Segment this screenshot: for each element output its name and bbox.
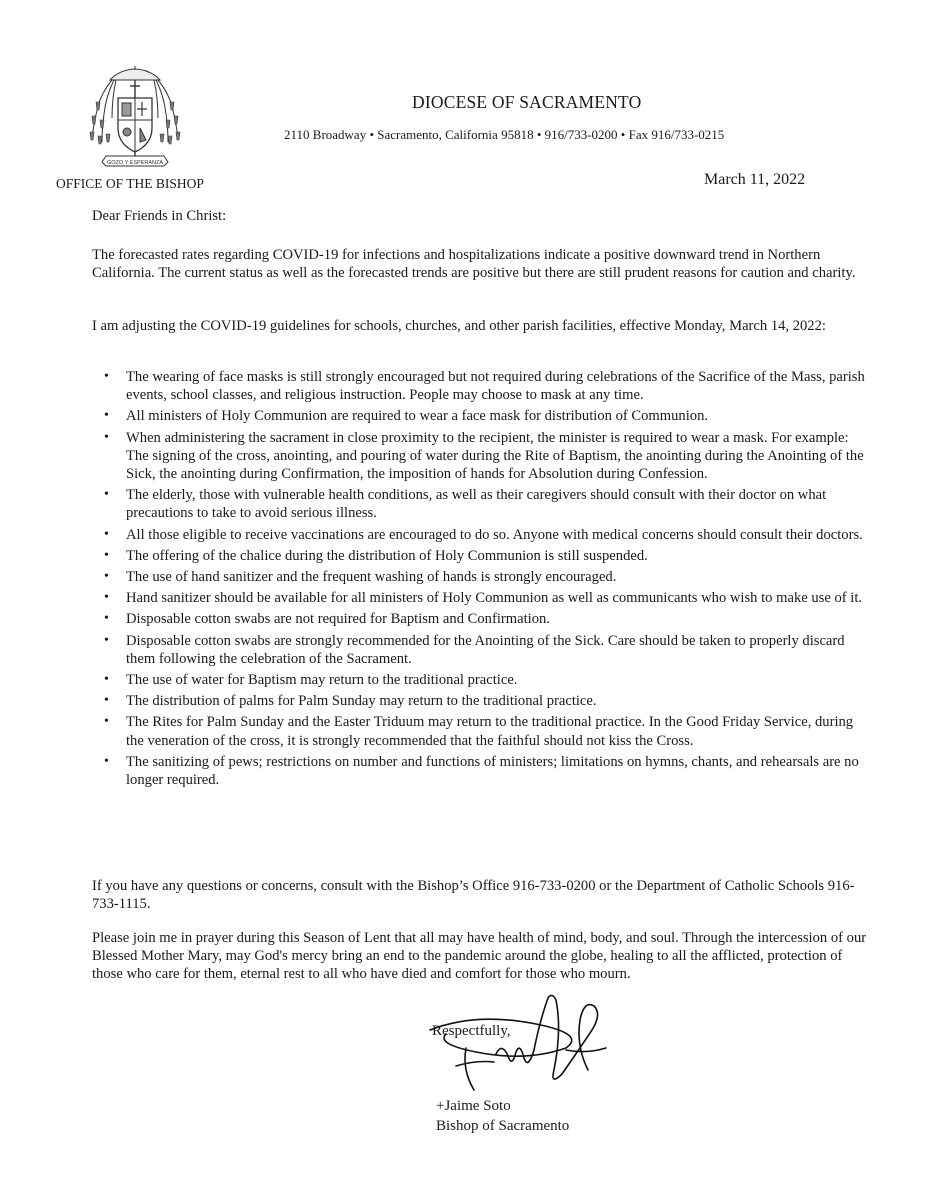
list-item: • The distribution of palms for Palm Sunday may return to the traditional practice. xyxy=(92,692,868,710)
list-item: • All ministers of Holy Communion are required to wear a face mask for distribution of Communion. xyxy=(92,407,868,425)
guidelines-list xyxy=(92,368,868,792)
signer-name: +Jaime Soto xyxy=(436,1098,511,1114)
list-item: • The wearing of face masks is still strongly encouraged but not required during celebrations of the Sacrifice of the Mass, parish events, school classes, and religious instruction. People may choose to mask at any time. xyxy=(92,368,868,404)
list-item: • The offering of the chalice during the distribution of Holy Communion is still suspended. xyxy=(92,547,868,565)
list-item: • The Rites for Palm Sunday and the Easter Triduum may return to the traditional practice. In the Good Friday Service, during the veneration of the cross, it is strongly recommended that the faithful should not kiss the Cross. xyxy=(92,713,868,749)
organization-name: DIOCESE OF SACRAMENTO xyxy=(412,92,642,112)
list-item: • The elderly, those with vulnerable health conditions, as well as their caregivers should consult with their doctor on what precautions to take to avoid serious illness. xyxy=(92,486,868,522)
list-item: • Hand sanitizer should be available for all ministers of Holy Communion as well as communicants who wish to make use of it. xyxy=(92,589,868,607)
crest-motto: GOZO Y ESPERANZA xyxy=(106,160,164,166)
coat-of-arms-icon xyxy=(84,62,186,174)
list-item: • The use of water for Baptism may return to the traditional practice. xyxy=(92,671,868,689)
list-item: • Disposable cotton swabs are strongly recommended for the Anointing of the Sick. Care should be taken to properly discard them following the celebration of the Sacrament. xyxy=(92,632,868,668)
paragraph-1: The forecasted rates regarding COVID-19 for infections and hospitalizations indicate a positive downward trend in Northern California. The current status as well as the forecasted trends are positive but there are still prudent reasons for caution and charity. xyxy=(92,247,856,282)
list-item: • The use of hand sanitizer and the frequent washing of hands is strongly encouraged. xyxy=(92,568,868,586)
signature-icon xyxy=(416,990,616,1100)
paragraph-3: If you have any questions or concerns, consult with the Bishop’s Office 916-733-0200 or the Department of Catholic Schools 916-733-1115. xyxy=(92,878,855,913)
signer-block xyxy=(436,1096,569,1136)
signer-title: Bishop of Sacramento xyxy=(436,1118,570,1134)
list-item: • Disposable cotton swabs are not required for Baptism and Confirmation. xyxy=(92,610,868,628)
office-label: OFFICE OF THE BISHOP xyxy=(56,176,204,191)
greeting: Dear Friends in Christ: xyxy=(92,208,227,224)
list-item: • The sanitizing of pews; restrictions on number and functions of ministers; limitations on hymns, chants, and rehearsals are no longer required. xyxy=(92,753,868,789)
organization-address: 2110 Broadway • Sacramento, California 95818 • 916/733-0200 • Fax 916/733-0215 xyxy=(284,127,725,142)
list-item: • All those eligible to receive vaccinations are encouraged to do so. Anyone with medical concerns should consult their doctors. xyxy=(92,526,868,544)
letter-date: March 11, 2022 xyxy=(704,171,806,188)
paragraph-2: I am adjusting the COVID-19 guidelines for schools, churches, and other parish facilities, effective Monday, March 14, 2022: xyxy=(92,318,826,334)
closing: Respectfully, xyxy=(432,1023,511,1039)
paragraph-4: Please join me in prayer during this Season of Lent that all may have health of mind, body, and soul. Through the intercession of our Blessed Mother Mary, may God's mercy bring an end to the pandemic around the globe, healing to all the afflicted, protection of those who care for them, eternal rest to all who have died and comfort for those who mourn. xyxy=(92,930,867,983)
list-item: • When administering the sacrament in close proximity to the recipient, the minister is required to wear a mask. For example: The signing of the cross, anointing, and pouring of water during the Rite of Baptism, the anointing during the Anointing of the Sick, the anointing during Confirmation, the imposition of hands for Absolution during Confession. xyxy=(92,429,868,484)
